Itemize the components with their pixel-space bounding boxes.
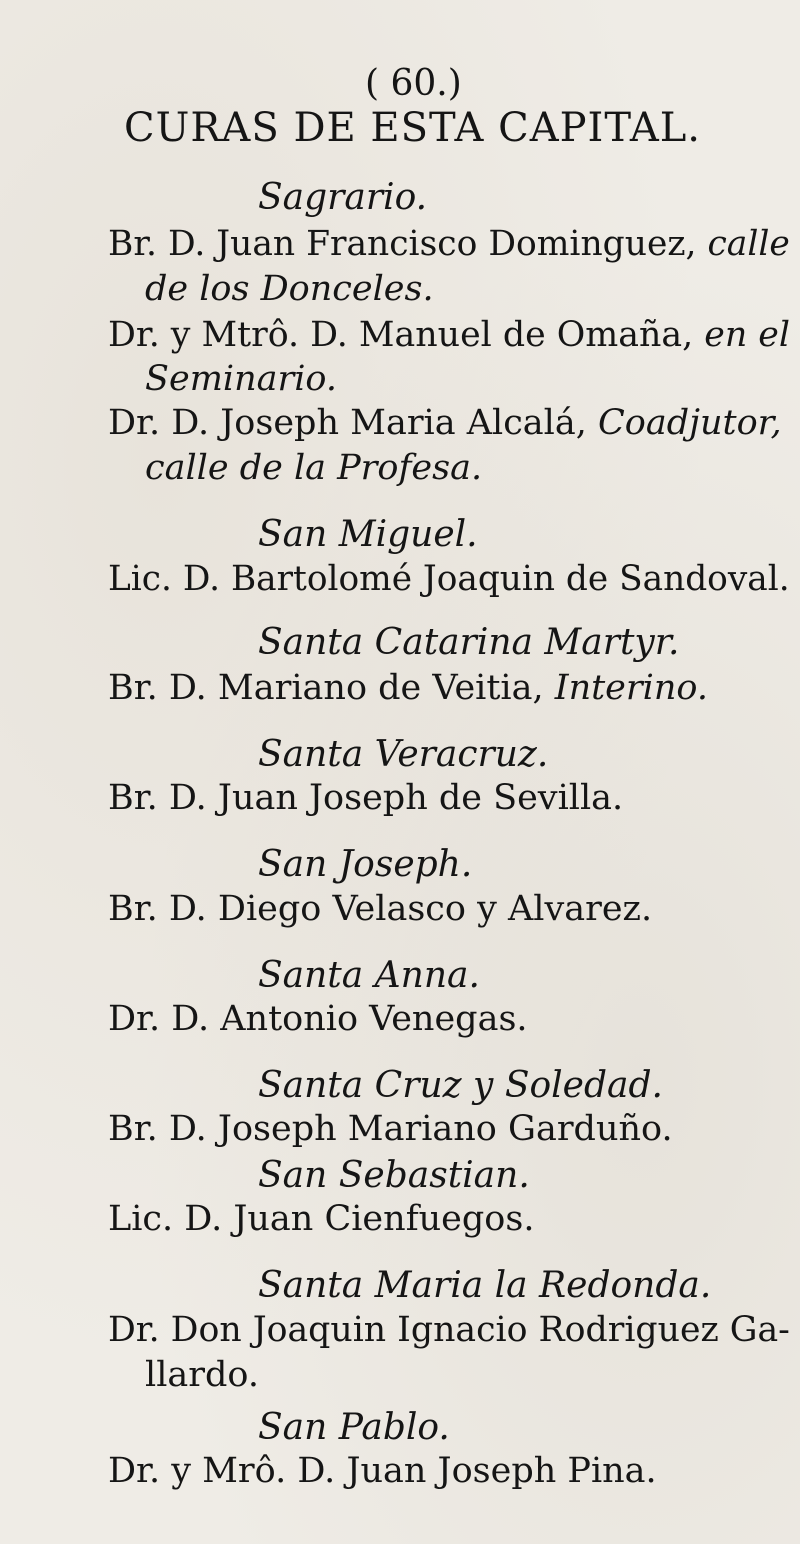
entry-italic: en el	[704, 315, 790, 355]
page-title: CURAS DE ESTA CAPITAL.	[124, 105, 701, 151]
entry-text: Br. D. Juan Joseph de Sevilla.	[108, 778, 624, 818]
parish-heading: Santa Anna.	[258, 955, 480, 996]
entry-line	[108, 315, 790, 355]
entry-text: Br. D. Mariano de Veitia,	[108, 668, 555, 708]
entry-text: llardo.	[145, 1355, 259, 1395]
entry-continuation	[145, 269, 434, 309]
entry-line	[108, 1199, 535, 1239]
parish-heading: Sagrario.	[258, 177, 428, 218]
parish-heading: Santa Cruz y Soledad.	[258, 1065, 663, 1106]
parish-heading: San Miguel.	[258, 514, 478, 555]
entry-italic: Seminario.	[145, 359, 337, 399]
entry-italic: de los Donceles.	[145, 269, 434, 309]
entry-line	[108, 1451, 657, 1491]
entry-text: Dr. D. Antonio Venegas.	[108, 999, 528, 1039]
entry-line	[108, 668, 708, 708]
entry-text: Lic. D. Juan Cienfuegos.	[108, 1199, 535, 1239]
entry-italic: calle de la Profesa.	[145, 448, 483, 488]
entry-line	[108, 889, 653, 929]
entry-text: Dr. Don Joaquin Ignacio Rodriguez Ga-	[108, 1310, 790, 1350]
entry-line	[108, 1109, 673, 1149]
entry-line	[108, 224, 790, 264]
entry-text: Lic. D. Bartolomé Joaquin de Sandoval.	[108, 559, 790, 599]
parish-heading: Santa Veracruz.	[258, 734, 549, 775]
entry-continuation	[145, 1355, 259, 1395]
entry-line	[108, 1310, 790, 1350]
entry-text: Dr. y Mtrô. D. Manuel de Omaña,	[108, 315, 705, 355]
entry-text: Br. D. Juan Francisco Dominguez,	[108, 224, 708, 264]
entry-line	[108, 778, 624, 818]
entry-text: Br. D. Diego Velasco y Alvarez.	[108, 889, 653, 929]
entry-italic: Coadjutor,	[597, 403, 782, 443]
page-number: ( 60.)	[365, 63, 462, 104]
parish-heading: Santa Catarina Martyr.	[258, 622, 680, 663]
entry-italic: Interino.	[554, 668, 708, 708]
entry-text: Br. D. Joseph Mariano Garduño.	[108, 1109, 673, 1149]
entry-italic: calle	[707, 224, 790, 264]
parish-heading: San Pablo.	[258, 1407, 450, 1448]
entry-text: Dr. y Mrô. D. Juan Joseph Pina.	[108, 1451, 657, 1491]
parish-heading: San Sebastian.	[258, 1155, 530, 1196]
parish-heading: Santa Maria la Redonda.	[258, 1265, 712, 1306]
entry-continuation	[145, 448, 483, 488]
entry-line	[108, 403, 782, 443]
entry-line	[108, 559, 790, 599]
parish-heading: San Joseph.	[258, 844, 473, 885]
entry-line	[108, 999, 528, 1039]
entry-continuation	[145, 359, 337, 399]
entry-text: Dr. D. Joseph Maria Alcalá,	[108, 403, 598, 443]
